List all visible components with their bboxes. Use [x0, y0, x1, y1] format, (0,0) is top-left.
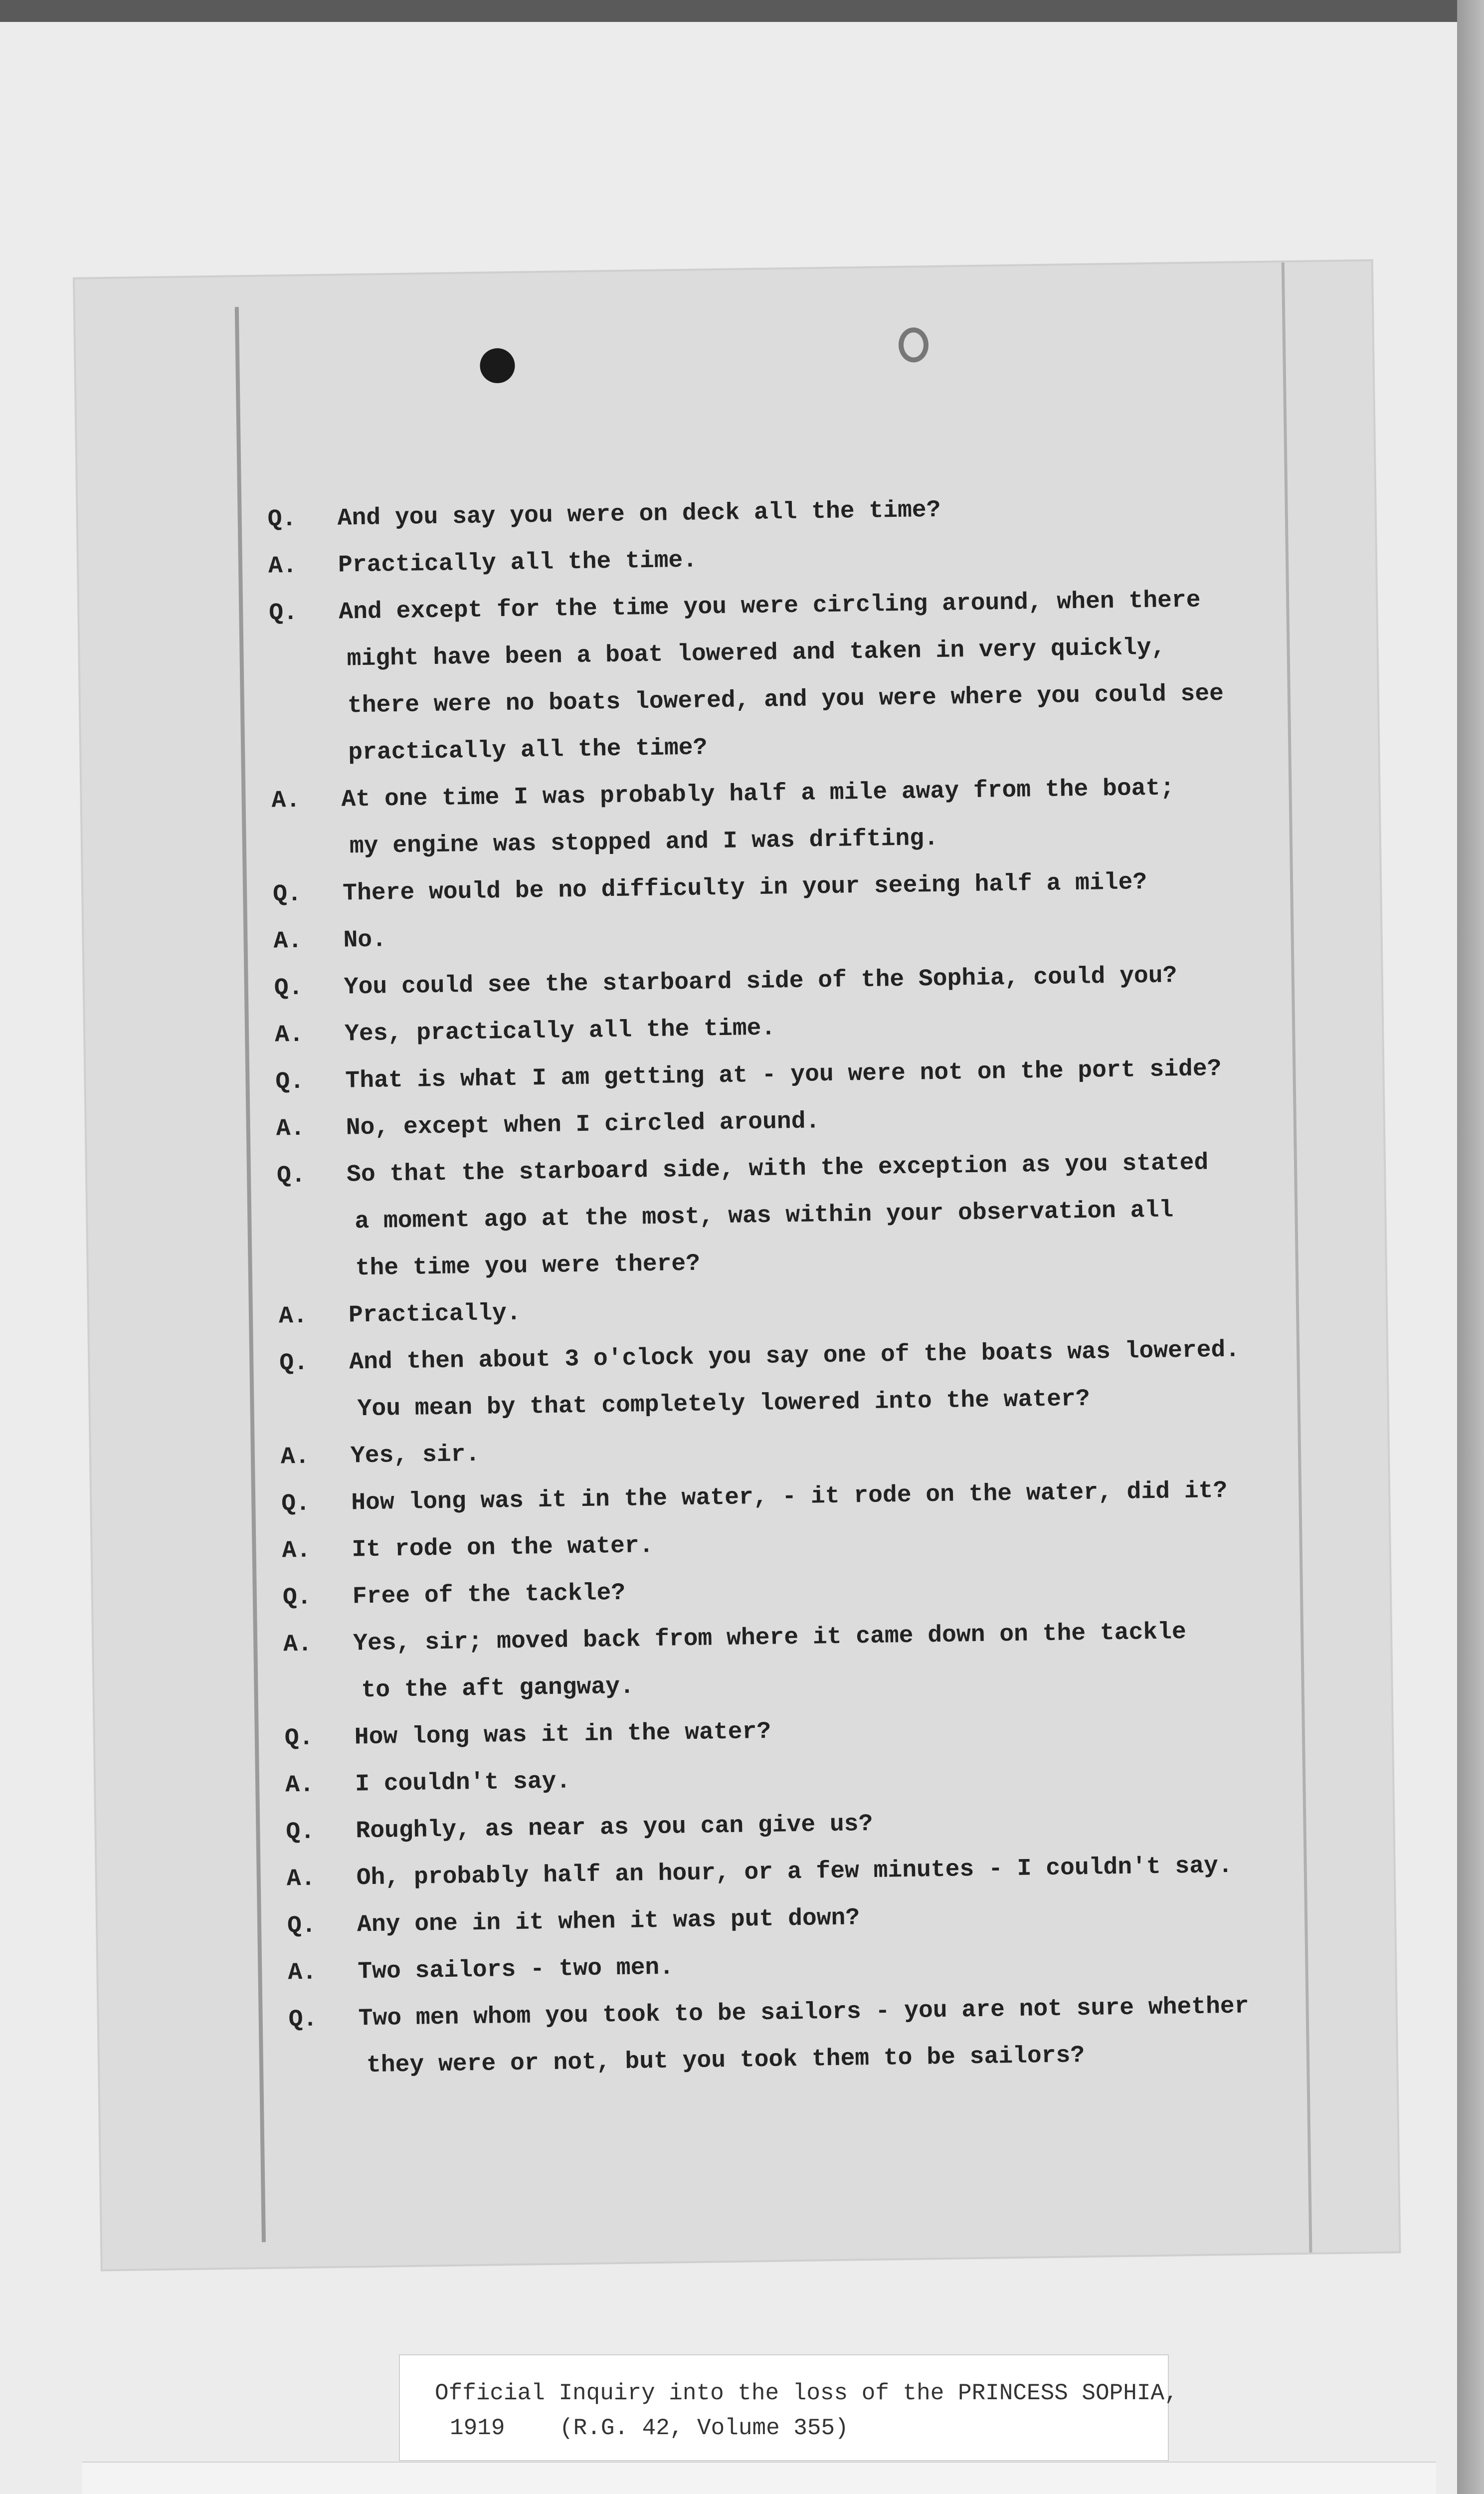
- speaker-mark: A.: [271, 787, 301, 815]
- line-text: And you say you were on deck all the time?: [337, 496, 941, 532]
- speaker-mark: Q.: [274, 974, 303, 1002]
- line-text: At one time I was probably half a mile away from the boat;: [341, 775, 1175, 814]
- line-text: And except for the time you were circling around, when there: [338, 587, 1201, 626]
- line-text: So that the starboard side, with the exception as you stated: [346, 1149, 1209, 1189]
- line-text: Yes, sir.: [350, 1441, 480, 1470]
- line-text: there were no boats lowered, and you were where you could see: [347, 680, 1224, 720]
- left-margin-rule: [235, 307, 266, 2242]
- line-text: Yes, sir; moved back from where it came down on the tackle: [353, 1619, 1187, 1658]
- line-text: And then about 3 o'clock you say one of the boats was lowered.: [349, 1336, 1240, 1376]
- line-text: might have been a boat lowered and taken in very quickly,: [347, 634, 1166, 673]
- speaker-mark: A.: [282, 1537, 311, 1565]
- speaker-mark: Q.: [282, 1584, 312, 1612]
- speaker-mark: Q.: [281, 1490, 311, 1518]
- speaker-mark: Q.: [279, 1349, 309, 1377]
- line-text: the time you were there?: [355, 1250, 701, 1282]
- line-text: I couldn't say.: [355, 1768, 571, 1798]
- photo-right-edge: [1457, 0, 1484, 2494]
- caption-title: Official Inquiry into the loss of the PRINCESS SOPHIA,: [435, 2380, 1178, 2406]
- line-text: How long was it in the water?: [354, 1718, 771, 1751]
- speaker-mark: Q.: [267, 505, 297, 533]
- speaker-mark: Q.: [272, 880, 302, 908]
- caption-reference: (R.G. 42, Volume 355): [559, 2415, 849, 2441]
- line-text: practically all the time?: [348, 734, 708, 767]
- line-text: Roughly, as near as you can give us?: [356, 1810, 873, 1845]
- line-text: That is what I am getting at - you were not on the port side?: [345, 1055, 1222, 1095]
- speaker-mark: A.: [288, 1959, 317, 1987]
- speaker-mark: A.: [283, 1631, 313, 1659]
- line-text: You could see the starboard side of the Sophia, could you?: [344, 962, 1177, 1001]
- speaker-mark: A.: [274, 1021, 304, 1049]
- line-text: a moment ago at the most, was within your observation all: [355, 1197, 1174, 1236]
- line-text: Oh, probably half an hour, or a few minutes - I couldn't say.: [356, 1852, 1233, 1892]
- speaker-mark: Q.: [276, 1162, 306, 1190]
- line-text: they were or not, but you took them to be sailors?: [366, 2042, 1085, 2079]
- speaker-mark: A.: [268, 552, 298, 580]
- line-text: Two sailors - two men.: [358, 1954, 674, 1986]
- line-text: No, except when I circled around.: [346, 1108, 820, 1142]
- speaker-mark: A.: [278, 1302, 308, 1330]
- line-text: Free of the tackle?: [352, 1579, 626, 1611]
- line-text: Any one in it when it was put down?: [357, 1904, 860, 1939]
- speaker-mark: A.: [273, 927, 303, 955]
- archives-label-card: [82, 2462, 1436, 2494]
- photo-top-edge: [0, 0, 1484, 22]
- line-text: Two men whom you took to be sailors - you are not sure whether: [358, 1993, 1249, 2033]
- punch-hole: [480, 348, 515, 384]
- speaker-mark: Q.: [286, 1818, 315, 1846]
- line-text: my engine was stopped and I was drifting.: [349, 825, 939, 860]
- caption-year: 1919: [450, 2415, 505, 2441]
- line-text: Yes, practically all the time.: [344, 1015, 776, 1048]
- speaker-mark: Q.: [284, 1724, 314, 1752]
- line-text: Practically all the time.: [338, 547, 698, 579]
- transcript-body: [267, 482, 1316, 2090]
- line-text: It rode on the water.: [352, 1532, 654, 1564]
- speaker-mark: A.: [276, 1115, 305, 1143]
- line-text: You mean by that completely lowered into the water?: [357, 1385, 1090, 1423]
- speaker-mark: Q.: [275, 1068, 305, 1096]
- punch-hole-ring: [899, 327, 929, 363]
- speaker-mark: Q.: [288, 2006, 318, 2034]
- speaker-mark: Q.: [269, 599, 298, 627]
- speaker-mark: A.: [285, 1771, 315, 1799]
- line-text: How long was it in the water, - it rode on the water, did it?: [351, 1477, 1228, 1517]
- speaker-mark: A.: [280, 1443, 310, 1471]
- speaker-mark: Q.: [287, 1912, 317, 1940]
- line-text: There would be no difficulty in your seeing half a mile?: [342, 869, 1147, 907]
- line-text: No.: [343, 926, 387, 954]
- transcript-page: [75, 261, 1399, 2270]
- line-text: to the aft gangway.: [361, 1673, 635, 1704]
- archive-caption: [399, 2354, 1178, 2461]
- line-text: Practically.: [348, 1299, 522, 1329]
- speaker-mark: A.: [286, 1865, 316, 1893]
